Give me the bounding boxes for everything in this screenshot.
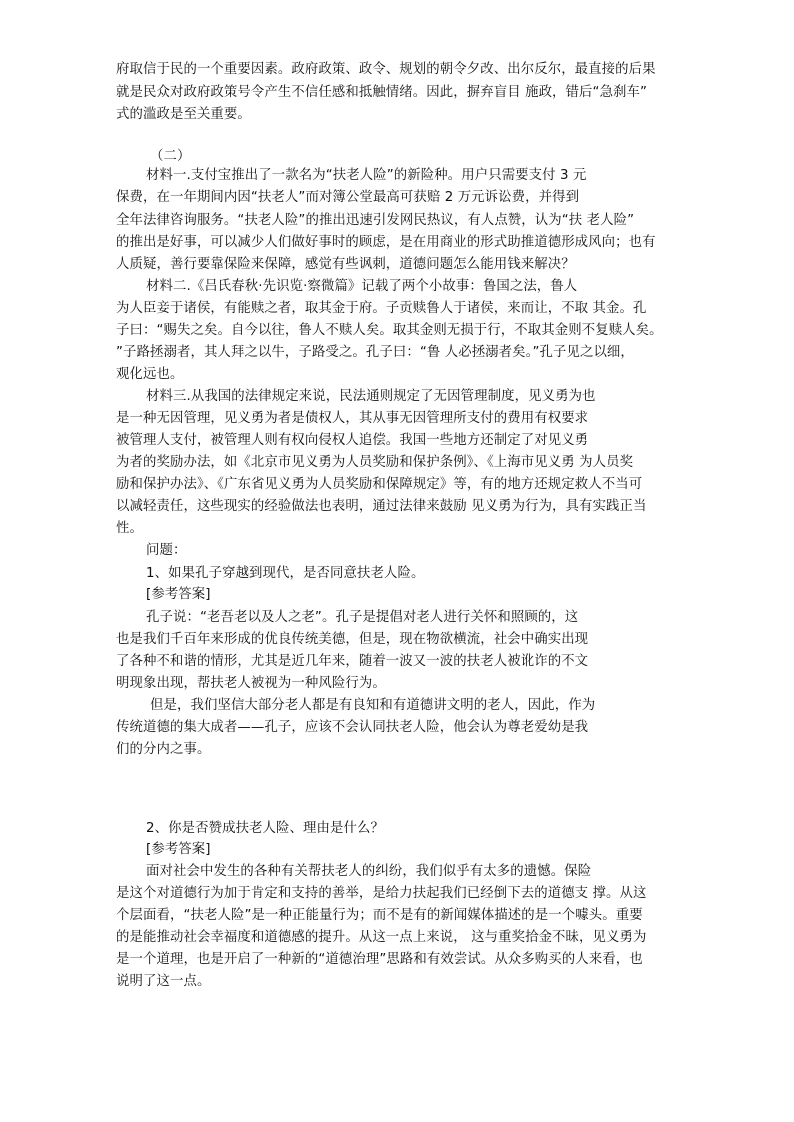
answer-1-line: 但是，我们坚信大部分老人都是有良知和有道德讲文明的老人，因此，作为 xyxy=(150,698,596,713)
question-1: 1、如果孔子穿越到现代，是否同意扶老人险。 xyxy=(146,566,425,581)
answer-2-line: 说明了这一点。 xyxy=(116,974,211,989)
answer-2-line: 是这个对道德行为加于肯定和支持的善举，是给力扶起我们已经倒下去的道德支 撑。从这 xyxy=(116,886,647,901)
material-1-line: 全年法律咨询服务。“扶老人险”的推出迅速引发网民热议，有人点赞，认为“扶 老人险” xyxy=(116,213,635,228)
material-2-line: 子曰：“赐失之矣。自今以往，鲁人不赎人矣。取其金则无损于行，不取其金则不复赎人矣。 xyxy=(116,323,663,338)
answer-1-line: 明现象出现，帮扶老人被视为一种风险行为。 xyxy=(116,676,386,691)
question-2: 2、你是否赞成扶老人险、理由是什么？ xyxy=(146,821,384,836)
material-2-line: 观化远也。 xyxy=(116,367,184,382)
answer-1-line: 们的分内之事。 xyxy=(116,742,211,757)
material-1-line: 材料一.支付宝推出了一款名为“扶老人险”的新险种。用户只需要支付 3 元 xyxy=(146,168,587,183)
material-3-line: 性。 xyxy=(116,521,143,536)
section-heading: （二） xyxy=(150,149,191,164)
reference-answer-label: [参考答案] xyxy=(146,587,211,602)
answer-1-line: 孔子说：“老吾老以及人之老”。孔子是提倡对老人进行关怀和照顾的，这 xyxy=(146,610,579,625)
material-3-line: 以减轻责任，这些现实的经验做法也表明，通过法律来鼓励 见义勇为行为，具有实践正当 xyxy=(116,499,647,514)
questions-label: 问题： xyxy=(146,543,187,558)
reference-answer-label: [参考答案] xyxy=(146,842,211,857)
material-3-line: 是一种无因管理，见义勇为者是债权人，其从事无因管理所支付的费用有权要求 xyxy=(116,411,589,426)
material-2-line: 为人臣妾于诸侯，有能赎之者，取其金于府。子贡赎鲁人于诸侯，来而让，不取 其金。孔 xyxy=(116,301,647,316)
answer-1-line: 传统道德的集大成者——孔子，应该不会认同扶老人险，他会认为尊老爱幼是我 xyxy=(116,720,589,735)
text-line: 府取信于民的一个重要因素。政府政策、政令、规划的朝令夕改、出尔反尔，最直接的后果 xyxy=(116,62,656,77)
answer-2-line: 是一个道理，也是开启了一种新的“道德治理”思路和有效尝试。从众多购买的人来看，也 xyxy=(116,952,643,967)
material-2-line: 材料二.《吕氏春秋·先识览·察微篇》记载了两个小故事：鲁国之法，鲁人 xyxy=(146,279,578,294)
material-3-line: 为者的奖励办法，如《北京市见义勇为人员奖励和保护条例》、《上海市见义勇 为人员奖 xyxy=(116,455,634,470)
material-1-line: 的推出是好事，可以减少人们做好事时的顾虑，是在用商业的形式助推道德形成风向；也有 xyxy=(116,235,656,250)
answer-2-line: 个层面看，“扶老人险”是一种正能量行为；而不是有的新闻媒体描述的是一个噱头。重要 xyxy=(116,908,643,923)
material-3-line: 被管理人支付，被管理人则有权向侵权人追偿。我国一些地方还制定了对见义勇 xyxy=(116,433,589,448)
material-3-line: 励和保护办法》、《广东省见义勇为人员奖励和保障规定》等，有的地方还规定救人不当可 xyxy=(116,477,643,492)
text-line: 就是民众对政府政策号令产生不信任感和抵触情绪。因此，摒弃盲目 施政，错后“急刹车” xyxy=(116,85,648,100)
material-3-line: 材料三.从我国的法律规定来说，民法通则规定了无因管理制度，见义勇为也 xyxy=(146,389,596,404)
material-2-line: ”子路拯溺者，其人拜之以牛，子路受之。孔子曰：“鲁 人必拯溺者矣。”孔子见之以细， xyxy=(116,345,634,360)
answer-1-line: 也是我们千百年来形成的优良传统美德，但是，现在物欲横流，社会中确实出现 xyxy=(116,632,589,647)
answer-1-line: 了各种不和谐的情形，尤其是近几年来，随着一波又一波的扶老人被讹诈的不文 xyxy=(116,654,589,669)
material-1-line: 人质疑，善行要靠保险来保障，感觉有些讽刺，道德问题怎么能用钱来解决？ xyxy=(116,257,575,272)
answer-2-line: 面对社会中发生的各种有关帮扶老人的纠纷，我们似乎有太多的遗憾。保险 xyxy=(146,864,592,879)
material-1-line: 保费，在一年期间内因“扶老人”而对簿公堂最高可获赔 2 万元诉讼费，并得到 xyxy=(116,190,580,205)
answer-2-line: 的是能推动社会幸福度和道德感的提升。从这一点上来说， 这与重奖拾金不昧，见义勇为 xyxy=(116,930,647,945)
text-line: 式的滥政是至关重要。 xyxy=(116,107,251,122)
